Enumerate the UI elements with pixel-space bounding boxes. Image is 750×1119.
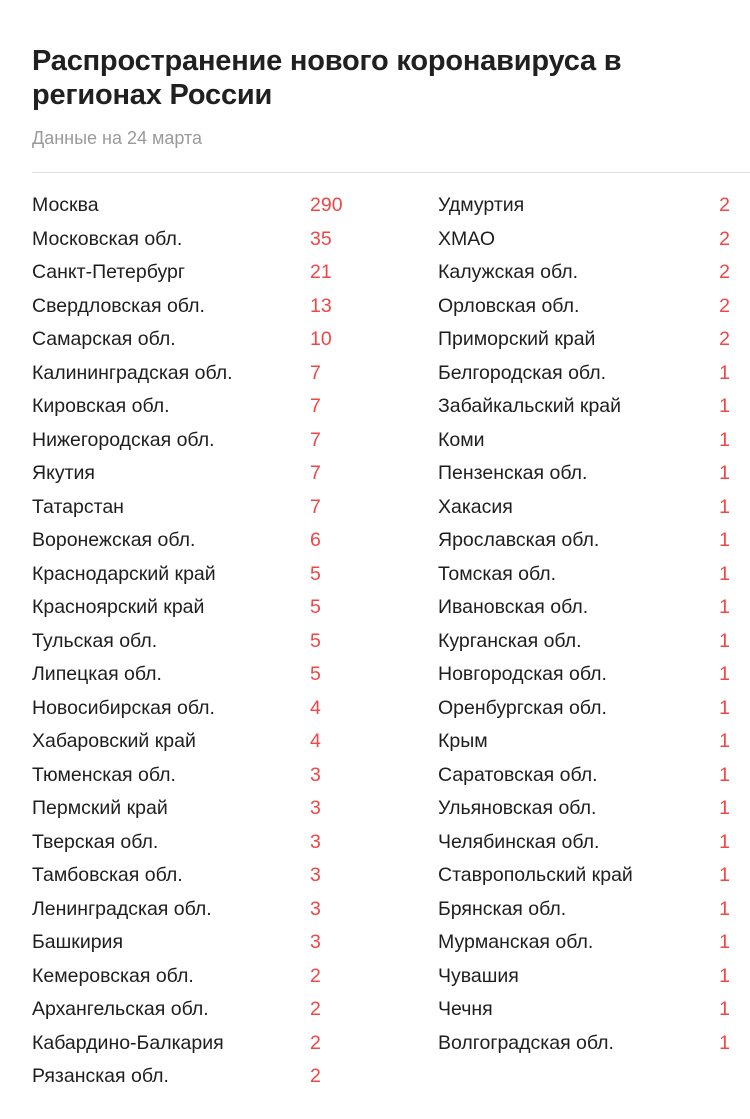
region-row xyxy=(32,424,352,458)
case-count: 13 xyxy=(310,294,332,317)
case-count: 7 xyxy=(310,361,321,384)
case-count: 7 xyxy=(310,395,321,417)
region-name: Челябинская обл. xyxy=(438,830,600,853)
region-row xyxy=(32,893,352,927)
case-count: 1 xyxy=(719,696,730,719)
region-row xyxy=(32,323,352,357)
region-row xyxy=(438,926,730,960)
region-row xyxy=(438,792,730,826)
region-name: Волгоградская обл. xyxy=(438,1031,614,1054)
case-count: 6 xyxy=(310,529,321,551)
region-row xyxy=(32,1027,352,1061)
region-name: Новгородская обл. xyxy=(438,663,607,685)
region-name: Удмуртия xyxy=(438,194,525,216)
region-name: Рязанская обл. xyxy=(32,1065,169,1087)
case-count: 2 xyxy=(719,261,730,283)
region-row xyxy=(438,725,730,759)
case-count: 1 xyxy=(719,462,730,484)
region-row xyxy=(438,826,730,860)
case-count: 2 xyxy=(719,328,730,350)
region-name: Красноярский край xyxy=(32,596,205,618)
region-name: ХМАО xyxy=(438,227,495,250)
region-row xyxy=(438,524,730,558)
region-row xyxy=(32,457,352,491)
region-name: Забайкальский край xyxy=(438,395,622,417)
region-row xyxy=(438,223,730,257)
case-count: 1 xyxy=(719,864,730,886)
region-row xyxy=(32,759,352,793)
region-name: Ульяновская обл. xyxy=(438,797,597,819)
region-row xyxy=(32,524,352,558)
case-count: 1 xyxy=(719,998,730,1020)
region-name: Приморский край xyxy=(438,328,596,350)
case-count: 1 xyxy=(719,629,730,652)
case-count: 5 xyxy=(310,562,321,585)
region-row xyxy=(438,189,730,223)
region-name: Москва xyxy=(32,194,99,216)
region-row xyxy=(32,256,352,290)
region-name: Липецкая обл. xyxy=(32,663,162,685)
case-count: 10 xyxy=(310,328,332,350)
case-count: 1 xyxy=(719,495,730,518)
region-row xyxy=(32,960,352,994)
case-count: 1 xyxy=(719,1031,730,1054)
region-row xyxy=(32,792,352,826)
region-name: Новосибирская обл. xyxy=(32,696,215,719)
case-count: 2 xyxy=(310,998,321,1020)
region-name: Татарстан xyxy=(32,495,124,518)
region-name: Кемеровская обл. xyxy=(32,964,194,987)
page-title: Распространение нового коронавируса в регионах России xyxy=(32,45,622,111)
region-name: Тульская обл. xyxy=(32,629,158,652)
case-count: 3 xyxy=(310,931,321,953)
case-count: 1 xyxy=(719,395,730,417)
case-count: 5 xyxy=(310,663,321,685)
region-name: Кировская обл. xyxy=(32,395,170,417)
region-row xyxy=(438,390,730,424)
region-row xyxy=(438,1027,730,1061)
regions-list-left xyxy=(32,189,352,1094)
region-row xyxy=(438,759,730,793)
region-name: Пермский край xyxy=(32,797,168,819)
region-row xyxy=(438,859,730,893)
case-count: 1 xyxy=(719,529,730,551)
region-row xyxy=(438,491,730,525)
case-count: 1 xyxy=(719,897,730,920)
region-row xyxy=(438,424,730,458)
case-count: 7 xyxy=(310,428,321,451)
case-count: 1 xyxy=(719,730,730,752)
region-name: Ивановская обл. xyxy=(438,596,589,618)
case-count: 5 xyxy=(310,596,321,618)
region-name: Ярославская обл. xyxy=(438,529,600,551)
region-name: Чечня xyxy=(438,998,493,1020)
case-count: 5 xyxy=(310,629,321,652)
region-name: Воронежская обл. xyxy=(32,529,196,551)
case-count: 35 xyxy=(310,227,332,250)
region-row xyxy=(438,457,730,491)
case-count: 1 xyxy=(719,931,730,953)
case-count: 2 xyxy=(310,964,321,987)
region-row xyxy=(438,357,730,391)
case-count: 1 xyxy=(719,428,730,451)
region-name: Тюменская обл. xyxy=(32,763,176,786)
region-row xyxy=(32,625,352,659)
case-count: 4 xyxy=(310,696,321,719)
region-name: Тверская обл. xyxy=(32,830,159,853)
region-name: Коми xyxy=(438,428,485,451)
case-count: 2 xyxy=(719,227,730,250)
case-count: 2 xyxy=(310,1031,321,1054)
region-row xyxy=(32,290,352,324)
case-count: 290 xyxy=(310,194,343,216)
region-row xyxy=(32,558,352,592)
case-count: 3 xyxy=(310,797,321,819)
region-name: Нижегородская обл. xyxy=(32,428,215,451)
case-count: 1 xyxy=(719,797,730,819)
region-name: Башкирия xyxy=(32,931,124,953)
region-name: Краснодарский край xyxy=(32,562,216,585)
region-row xyxy=(32,658,352,692)
region-row xyxy=(32,692,352,726)
region-name: Оренбургская обл. xyxy=(438,696,607,719)
region-row xyxy=(438,558,730,592)
region-row xyxy=(32,826,352,860)
region-row xyxy=(32,859,352,893)
region-row xyxy=(438,323,730,357)
header-divider xyxy=(32,172,750,173)
region-row xyxy=(32,189,352,223)
region-name: Калужская обл. xyxy=(438,261,579,283)
region-name: Томская обл. xyxy=(438,562,557,585)
regions-list-right xyxy=(438,189,730,1060)
region-name: Ленинградская обл. xyxy=(32,897,212,920)
region-name: Курганская обл. xyxy=(438,629,582,652)
region-row xyxy=(438,625,730,659)
region-name: Свердловская обл. xyxy=(32,294,205,317)
region-name: Самарская обл. xyxy=(32,328,176,350)
case-count: 1 xyxy=(719,596,730,618)
case-count: 21 xyxy=(310,261,332,283)
case-count: 7 xyxy=(310,495,321,518)
region-name: Тамбовская обл. xyxy=(32,864,183,886)
region-name: Брянская обл. xyxy=(438,897,567,920)
region-name: Хабаровский край xyxy=(32,730,196,752)
case-count: 3 xyxy=(310,897,321,920)
case-count: 1 xyxy=(719,763,730,786)
region-name: Якутия xyxy=(32,462,95,484)
region-name: Белгородская обл. xyxy=(438,361,607,384)
region-name: Санкт-Петербург xyxy=(32,261,185,283)
region-name: Московская обл. xyxy=(32,227,183,250)
region-row xyxy=(32,390,352,424)
region-row xyxy=(438,692,730,726)
region-row xyxy=(32,357,352,391)
region-row xyxy=(32,926,352,960)
region-row xyxy=(438,893,730,927)
case-count: 3 xyxy=(310,830,321,853)
region-name: Саратовская обл. xyxy=(438,763,598,786)
region-name: Чувашия xyxy=(438,964,519,987)
region-name: Калининградская обл. xyxy=(32,361,233,384)
region-name: Крым xyxy=(438,730,488,752)
region-row xyxy=(438,290,730,324)
case-count: 3 xyxy=(310,763,321,786)
region-row xyxy=(438,993,730,1027)
region-row xyxy=(32,725,352,759)
case-count: 1 xyxy=(719,964,730,987)
region-row xyxy=(438,591,730,625)
region-name: Мурманская обл. xyxy=(438,931,594,953)
region-row xyxy=(32,993,352,1027)
case-count: 7 xyxy=(310,462,321,484)
case-count: 1 xyxy=(719,361,730,384)
case-count: 4 xyxy=(310,730,321,752)
case-count: 2 xyxy=(719,294,730,317)
region-row xyxy=(32,591,352,625)
region-row xyxy=(32,1060,352,1094)
region-row xyxy=(32,223,352,257)
region-name: Ставропольский край xyxy=(438,864,633,886)
case-count: 1 xyxy=(719,830,730,853)
region-row xyxy=(438,960,730,994)
region-name: Пензенская обл. xyxy=(438,462,588,484)
case-count: 2 xyxy=(719,194,730,216)
region-name: Кабардино-Балкария xyxy=(32,1031,224,1054)
region-name: Орловская обл. xyxy=(438,294,580,317)
region-row xyxy=(438,256,730,290)
data-date-subtitle: Данные на 24 марта xyxy=(32,128,203,148)
case-count: 3 xyxy=(310,864,321,886)
region-name: Хакасия xyxy=(438,495,513,518)
region-row xyxy=(32,491,352,525)
case-count: 2 xyxy=(310,1065,321,1087)
case-count: 1 xyxy=(719,663,730,685)
region-row xyxy=(438,658,730,692)
case-count: 1 xyxy=(719,562,730,585)
region-name: Архангельская обл. xyxy=(32,998,209,1020)
